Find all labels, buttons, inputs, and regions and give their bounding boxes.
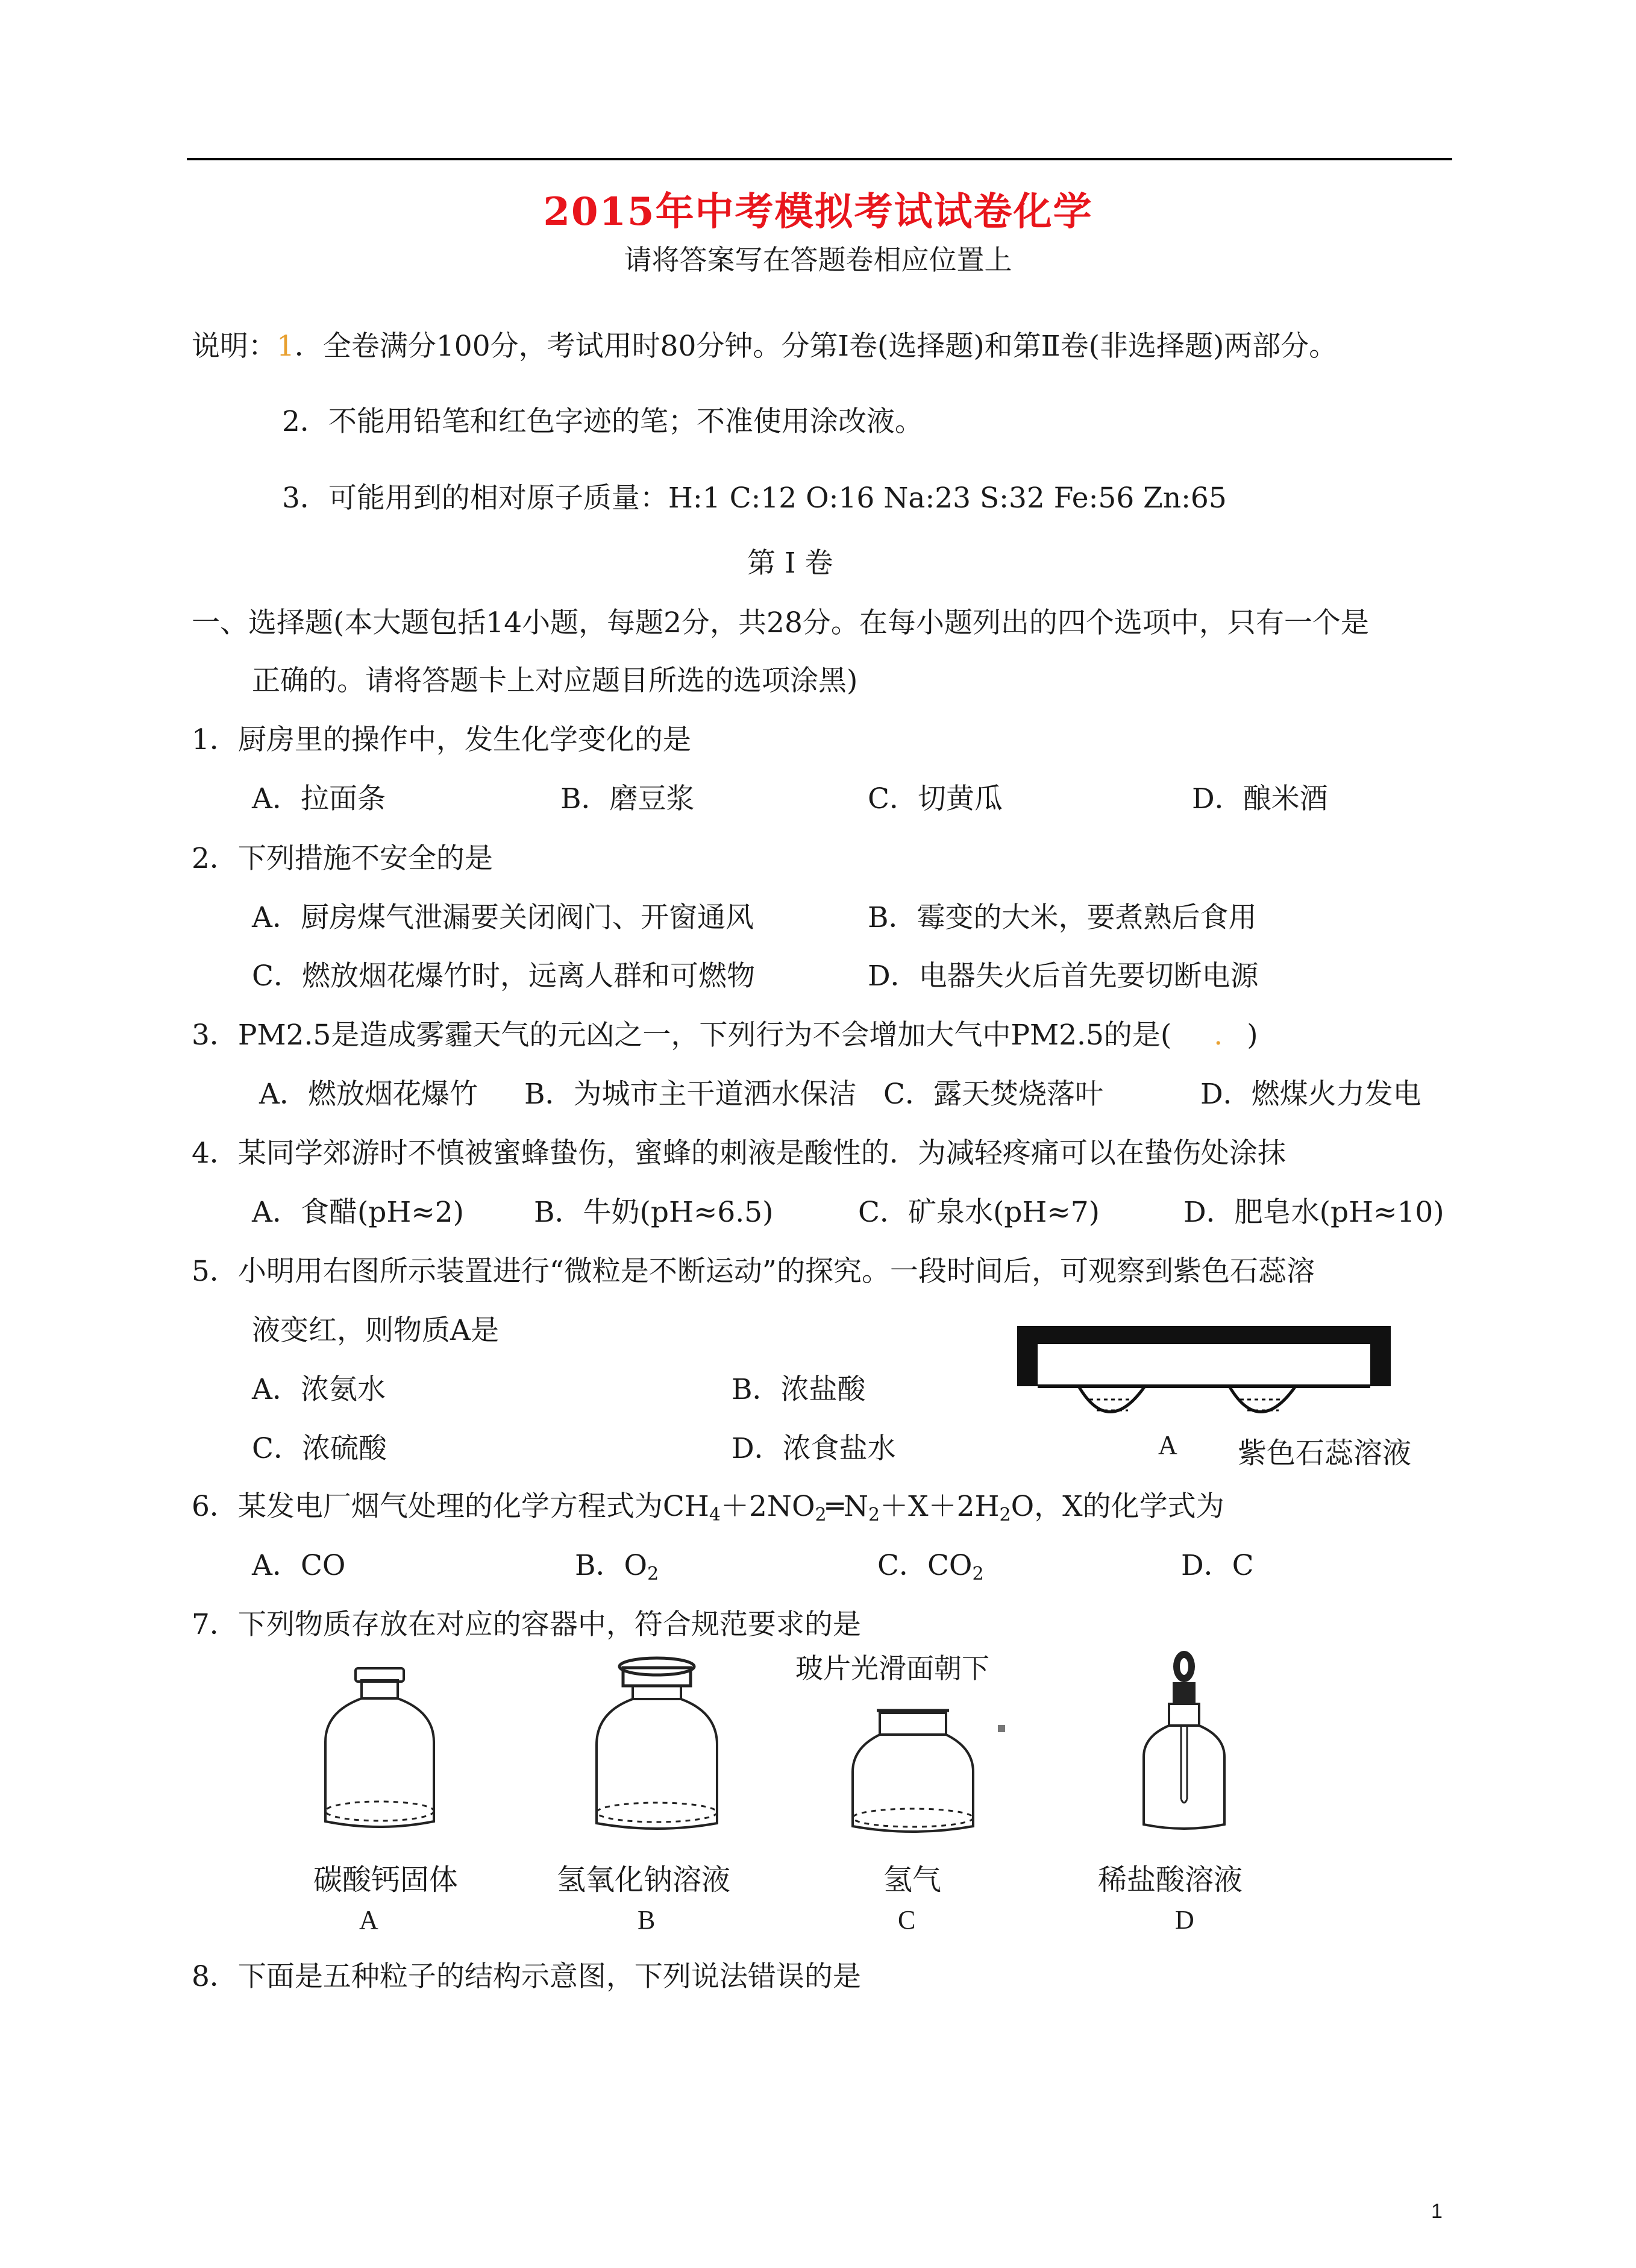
bottle-d-drawing [1133, 1648, 1235, 1835]
q6-stem-end: O，X的化学式为 [1011, 1490, 1224, 1523]
q2-option-d: D．电器失火后首先要切断电源 [868, 960, 1259, 993]
q6-option-c-text: C．CO [877, 1549, 973, 1582]
q1-option-d: D．酿米酒 [1192, 782, 1328, 815]
q1-stem: 1．厨房里的操作中，发生化学变化的是 [192, 723, 691, 756]
bottle-c-glass-mark [998, 1725, 1005, 1732]
exam-subtitle: 请将答案写在答题卷相应位置上 [624, 243, 1012, 276]
q6-option-b-sub: 2 [647, 1563, 659, 1585]
page-number: 1 [1431, 2200, 1443, 2223]
q3-option-c: C．露天焚烧落叶 [883, 1078, 1103, 1111]
q5-option-d: D．浓食盐水 [732, 1432, 896, 1465]
note-3: 3．可能用到的相对原子质量：H:1 C:12 O:16 Na:23 S:32 Fe:56 Zn:65 [282, 482, 1227, 515]
q3-stem-text: 3．PM2.5是造成雾霾天气的元凶之一，下列行为不会增加大气中PM2.5的是( [192, 1019, 1172, 1052]
q5-option-c: C．浓硫酸 [252, 1432, 387, 1465]
q5-figure-label-litmus: 紫色石蕊溶液 [1238, 1436, 1412, 1470]
q5-option-a: A．浓氨水 [252, 1373, 386, 1406]
q5-stem: 5．小明用右图所示装置进行“微粒是不断运动”的探究。一段时间后，可观察到紫色石蕊溶 [192, 1255, 1315, 1288]
q7-note: 玻片光滑面朝下 [795, 1652, 989, 1685]
q6-option-c [877, 1548, 984, 1584]
note-1 [192, 328, 1337, 365]
q4-option-a: A．食醋(pH≈2) [252, 1196, 464, 1229]
q6-stem-mid1: ＋2NO [720, 1490, 815, 1523]
q3-option-b: B．为城市主干道洒水保洁 [524, 1078, 857, 1111]
q6-stem [192, 1489, 1224, 1525]
q3-stem [192, 1017, 1258, 1054]
q2-stem: 2．下列措施不安全的是 [192, 842, 493, 875]
q6-option-c-sub: 2 [972, 1563, 984, 1585]
part1-heading: 一、选择题(本大题包括14小题，每题2分，共28分。在每小题列出的四个选项中，只有一个是 [192, 606, 1369, 639]
bottle-b-label: 氢氧化钠溶液 [557, 1863, 731, 1897]
q3-stem-end: ) [1247, 1019, 1258, 1052]
q3-option-a: A．燃放烟花爆竹 [259, 1078, 478, 1111]
bottle-d-label: 稀盐酸溶液 [1098, 1863, 1243, 1897]
bottle-b-drawing [585, 1654, 729, 1835]
q1-option-c: C．切黄瓜 [868, 782, 1003, 815]
q5-apparatus-diagram [1012, 1320, 1398, 1440]
q3-stem-dot: . [1214, 1019, 1223, 1052]
bottle-c-drawing [844, 1700, 982, 1838]
bottle-a-drawing [313, 1663, 446, 1832]
q5-option-b: B．浓盐酸 [732, 1373, 866, 1406]
q4-option-d: D．肥皂水(pH≈10) [1183, 1196, 1444, 1229]
q6-option-b-text: B．O [575, 1549, 648, 1582]
q3-option-d: D．燃煤火力发电 [1200, 1078, 1421, 1111]
bottle-b-letter: B [638, 1905, 656, 1935]
note-1-text: ．全卷满分100分，考试用时80分钟。分第Ⅰ卷(选择题)和第Ⅱ卷(非选择题)两部分。 [294, 330, 1338, 363]
bottle-a-label: 碳酸钙固体 [313, 1863, 459, 1897]
q1-option-b: B．磨豆浆 [560, 782, 695, 815]
bottle-d-letter: D [1175, 1905, 1194, 1935]
note-1-num: 1 [277, 330, 295, 363]
q6-stem-mid2: ═N [826, 1490, 869, 1523]
q4-stem: 4．某同学郊游时不慎被蜜蜂蛰伤，蜜蜂的刺液是酸性的．为减轻疼痛可以在蛰伤处涂抹 [192, 1137, 1286, 1170]
exam-title: 2015年中考模拟考试试卷化学 [543, 189, 1093, 234]
q1-option-a: A．拉面条 [252, 782, 386, 815]
q6-stem-mid3: ＋X＋2H [880, 1490, 1000, 1523]
q6-sub-4: 2 [999, 1504, 1011, 1525]
note-1-prefix: 说明： [192, 330, 277, 363]
section-title: 第 Ⅰ 卷 [747, 547, 833, 580]
q5-stem-cont: 液变红，则物质A是 [252, 1314, 499, 1347]
q2-option-b: B．霉变的大米，要煮熟后食用 [868, 901, 1257, 934]
q6-option-a: A．CO [252, 1549, 346, 1582]
bottle-c-letter: C [898, 1905, 916, 1935]
note-2: 2．不能用铅笔和红色字迹的笔；不准使用涂改液。 [282, 405, 923, 438]
q2-option-c: C．燃放烟花爆竹时，远离人群和可燃物 [252, 960, 755, 993]
q6-option-d: D．C [1181, 1549, 1254, 1582]
header-rule [187, 158, 1452, 160]
q6-option-b [575, 1548, 659, 1584]
bottle-c-label: 氢气 [883, 1863, 942, 1897]
bottle-a-letter: A [359, 1905, 378, 1935]
q6-sub-2: 2 [815, 1504, 827, 1525]
part1-heading-cont: 正确的。请将答题卡上对应题目所选的选项涂黑) [252, 664, 858, 697]
q6-sub-3: 2 [868, 1504, 880, 1525]
q5-figure-label-a: A [1158, 1430, 1177, 1460]
q8-stem: 8．下面是五种粒子的结构示意图，下列说法错误的是 [192, 1960, 861, 1993]
q6-stem-pre: 6．某发电厂烟气处理的化学方程式为CH [192, 1490, 709, 1523]
q4-option-c: C．矿泉水(pH≈7) [858, 1196, 1100, 1229]
q7-stem: 7．下列物质存放在对应的容器中，符合规范要求的是 [192, 1608, 861, 1641]
q6-sub-1: 4 [709, 1504, 721, 1525]
q2-option-a: A．厨房煤气泄漏要关闭阀门、开窗通风 [252, 901, 754, 934]
q4-option-b: B．牛奶(pH≈6.5) [534, 1196, 774, 1229]
